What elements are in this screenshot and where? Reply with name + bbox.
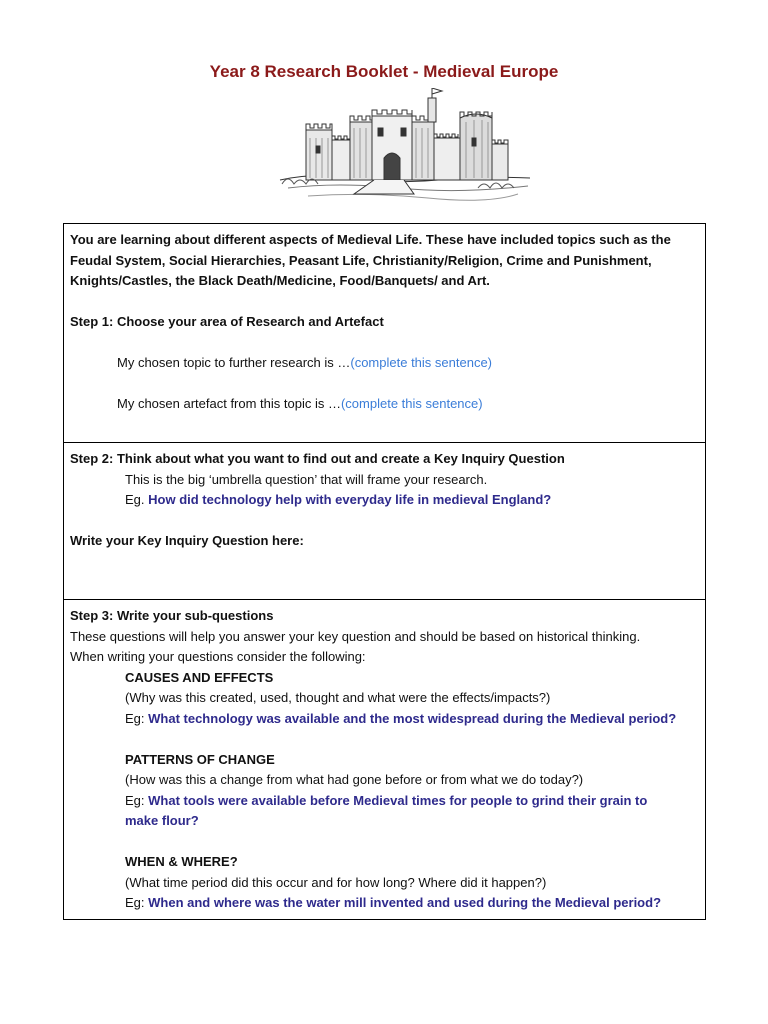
when-heading: WHEN & WHERE? xyxy=(125,854,238,869)
topic-sentence[interactable] xyxy=(70,353,699,374)
intro-line-2: Feudal System, Social Hierarchies, Peasant Life, Christianity/Religion, Crime and Punishment, xyxy=(70,252,652,268)
umbrella-text: This is the big ‘umbrella question’ that will frame your research. xyxy=(125,471,488,487)
causes-heading: CAUSES AND EFFECTS xyxy=(125,669,274,685)
step3-desc-1: These questions will help you answer your key question and should be based on historical thinking. xyxy=(70,628,641,644)
step3-section xyxy=(63,599,706,920)
topic-hint[interactable]: (complete this sentence) xyxy=(350,355,492,370)
example-label: Eg: xyxy=(125,710,145,726)
step3-heading: Step 3: Write your sub-questions xyxy=(70,608,274,623)
example-question: When and where was the water mill invented and used during the Medieval period? xyxy=(148,895,662,910)
patterns-desc: (How was this a change from what had gone before or from what we do today?) xyxy=(125,772,584,787)
example-question: What tools were available before Medieval times for people to grind their grain to xyxy=(148,792,648,808)
causes-desc: (Why was this created, used, thought and what were the effects/impacts?) xyxy=(125,690,551,705)
step2-example xyxy=(70,490,699,511)
when-desc: (What time period did this occur and for how long? Where did it happen?) xyxy=(125,874,547,890)
example-question: What technology was available and the most widespread during the Medieval period? xyxy=(148,710,677,726)
step2-section xyxy=(63,442,706,600)
when-example xyxy=(70,893,699,914)
step3-desc-2: When writing your questions consider the following: xyxy=(70,649,366,664)
step1-section xyxy=(63,223,706,443)
patterns-heading: PATTERNS OF CHANGE xyxy=(125,751,275,767)
page-title: Year 8 Research Booklet - Medieval Europe xyxy=(209,62,559,81)
castle-illustration xyxy=(278,88,532,206)
topic-prefix: My chosen topic to further research is … xyxy=(117,355,351,370)
artefact-hint[interactable]: (complete this sentence) xyxy=(340,396,483,411)
example-label: Eg: xyxy=(125,895,145,910)
step1-heading: Step 1: Choose your area of Research and Artefact xyxy=(70,314,384,329)
causes-example xyxy=(70,709,699,730)
example-label: Eg. xyxy=(125,492,145,507)
example-question: How did technology help with everyday life in medieval England? xyxy=(148,492,552,507)
key-question-answer-area[interactable] xyxy=(70,552,699,573)
write-question-prompt: Write your Key Inquiry Question here: xyxy=(70,533,304,548)
artefact-prefix: My chosen artefact from this topic is … xyxy=(117,396,341,411)
intro-line-3: Knights/Castles, the Black Death/Medicine, Food/Banquets/ and Art. xyxy=(70,273,490,288)
example-label: Eg: xyxy=(125,792,145,808)
step2-heading: Step 2: Think about what you want to find out and create a Key Inquiry Question xyxy=(70,451,565,466)
patterns-example-cont: make flour? xyxy=(125,813,199,828)
patterns-example xyxy=(70,791,699,812)
intro-line-1: You are learning about different aspects of Medieval Life. These have included topics such as the xyxy=(70,232,671,247)
artefact-sentence[interactable] xyxy=(70,394,699,415)
